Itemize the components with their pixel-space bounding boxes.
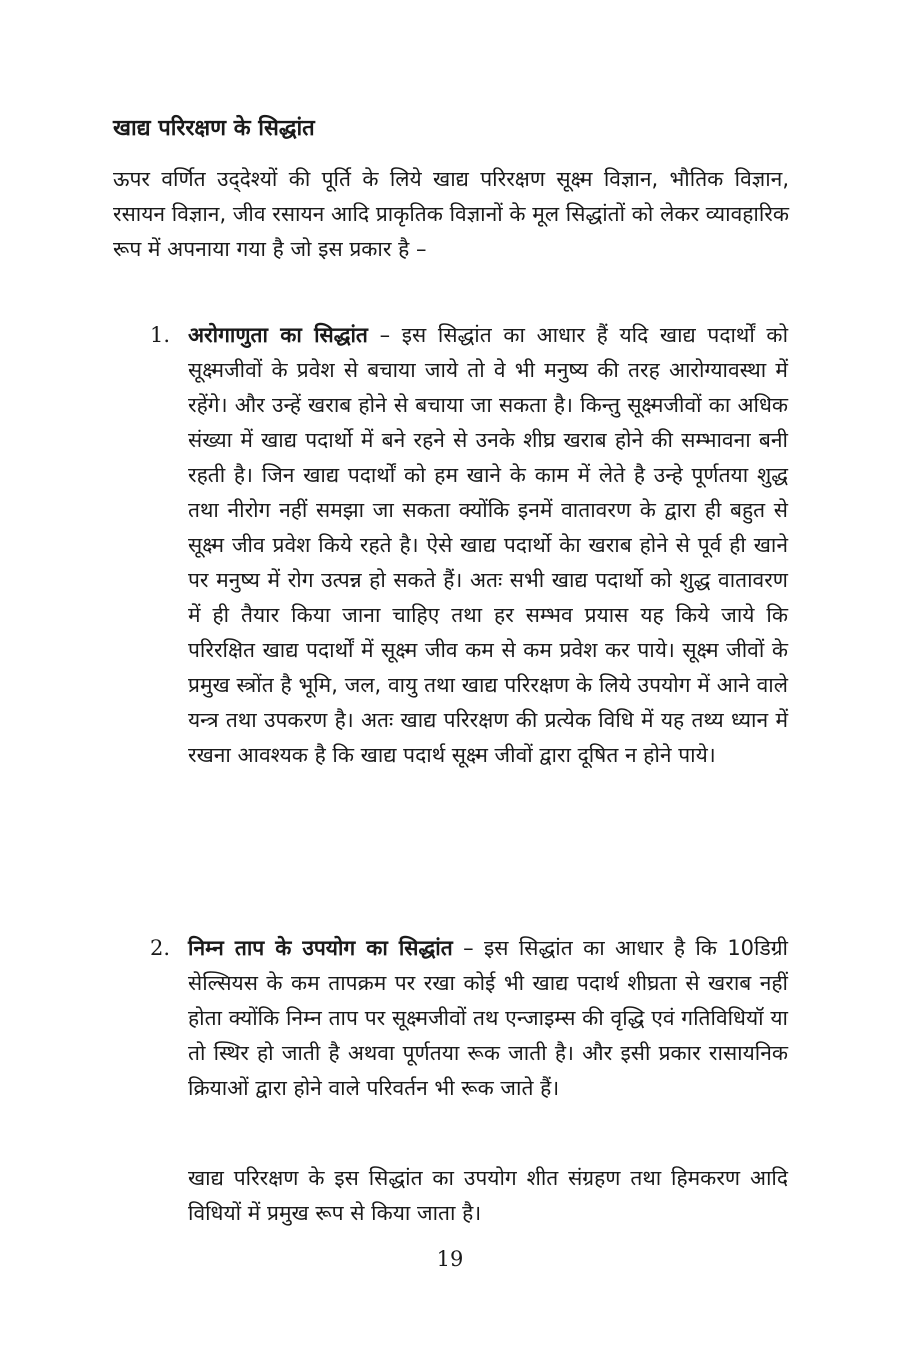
- list-number: 1.: [150, 323, 171, 347]
- principle-title: अरोगाणुता का सिद्धांत: [188, 323, 368, 347]
- list-number: 2.: [150, 936, 171, 960]
- principle-title: निम्न ताप के उपयोग का सिद्धांत: [188, 936, 453, 960]
- principle-body: [188, 931, 788, 1106]
- title-separator: –: [367, 323, 402, 347]
- page-number: 19: [436, 1247, 464, 1271]
- section-heading: खाद्य परिरक्षण के सिद्धांत: [113, 116, 315, 141]
- principle-body: [188, 318, 788, 773]
- principle-text: इस सिद्धांत का आधार हैं यदि खाद्य पदार्थों को सूक्ष्मजीवों के प्रवेश से बचाया जाये तो वे भी मनुष्य की तरह आरोग्यावस्था में रहेंगे। और उन्हें खराब होने से बचाया जा सकता है। किन्तु सूक्ष्मजीवों का अधिक संख्या में खाद्य पदार्थो में बने रहने से उनके शीघ्र खराब होने की सम्भावना बनी रहती है। जिन खाद्य पदार्थों को हम खाने के काम में लेते है उन्हे पूर्णतया शुद्ध तथा नीरोग नहीं समझा जा सकता क्योंकि इनमें वातावरण के द्वारा ही बहुत से सूक्ष्म जीव प्रवेश किये रहते है। ऐसे खाद्य पदार्थो केा खराब होने से पूर्व ही खाने पर मनुष्य में रोग उत्पन्न हो सकते हैं। अतः सभी खाद्य पदार्थो को शुद्ध वातावरण में ही तैयार किया जाना चाहिए तथा हर सम्भव प्रयास यह किये जाये कि परिरक्षित खाद्य पदार्थों में सूक्ष्म जीव कम से कम प्रवेश कर पाये। सूक्ष्म जीवों के प्रमुख स्त्रोंत है भूमि, जल, वायु तथा खाद्य परिरक्षण के लिये उपयोग में आने वाले यन्त्र तथा उपकरण है। अतः खाद्य परिरक्षण की प्रत्येक विधि में यह तथ्य ध्यान में रखना आवश्यक है कि खाद्य पदार्थ सूक्ष्म जीवों द्वारा दूषित न होने पाये।: [188, 323, 789, 767]
- intro-paragraph: ऊपर वर्णित उद्‌देश्यों की पूर्ति के लिये खाद्य परिरक्षण सूक्ष्म विज्ञान, भौतिक विज्ञान, रसायन विज्ञान, जीव रसायन आदि प्राकृतिक विज्ञानों के मूल सिद्धांतों को लेकर व्यावहारिक रूप में अपनाया गया है जो इस प्रकार है –: [113, 167, 789, 261]
- title-separator: –: [452, 936, 484, 960]
- note-paragraph: खाद्य परिरक्षण के इस सिद्धांत का उपयोग शीत संग्रहण तथा हिमकरण आदि विधियों में प्रमुख रूप से किया जाता है।: [188, 1166, 788, 1225]
- principle-text: इस सिद्धांत का आधार है कि 10डिग्री सेल्सियस के कम तापक्रम पर रखा कोई भी खाद्य पदार्थ शीघ्रता से खराब नहीं होता क्योंकि निम्न ताप पर सूक्ष्मजीवों तथ एन्जाइम्स की वृद्धि एवं गतिविधियॉ या तो स्थिर हो जाती है अथवा पूर्णतया रूक जाती है। और इसी प्रकार रासायनिक क्रियाओं द्वारा होने वाले परिवर्तन भी रूक जाते हैं।: [188, 936, 788, 1100]
